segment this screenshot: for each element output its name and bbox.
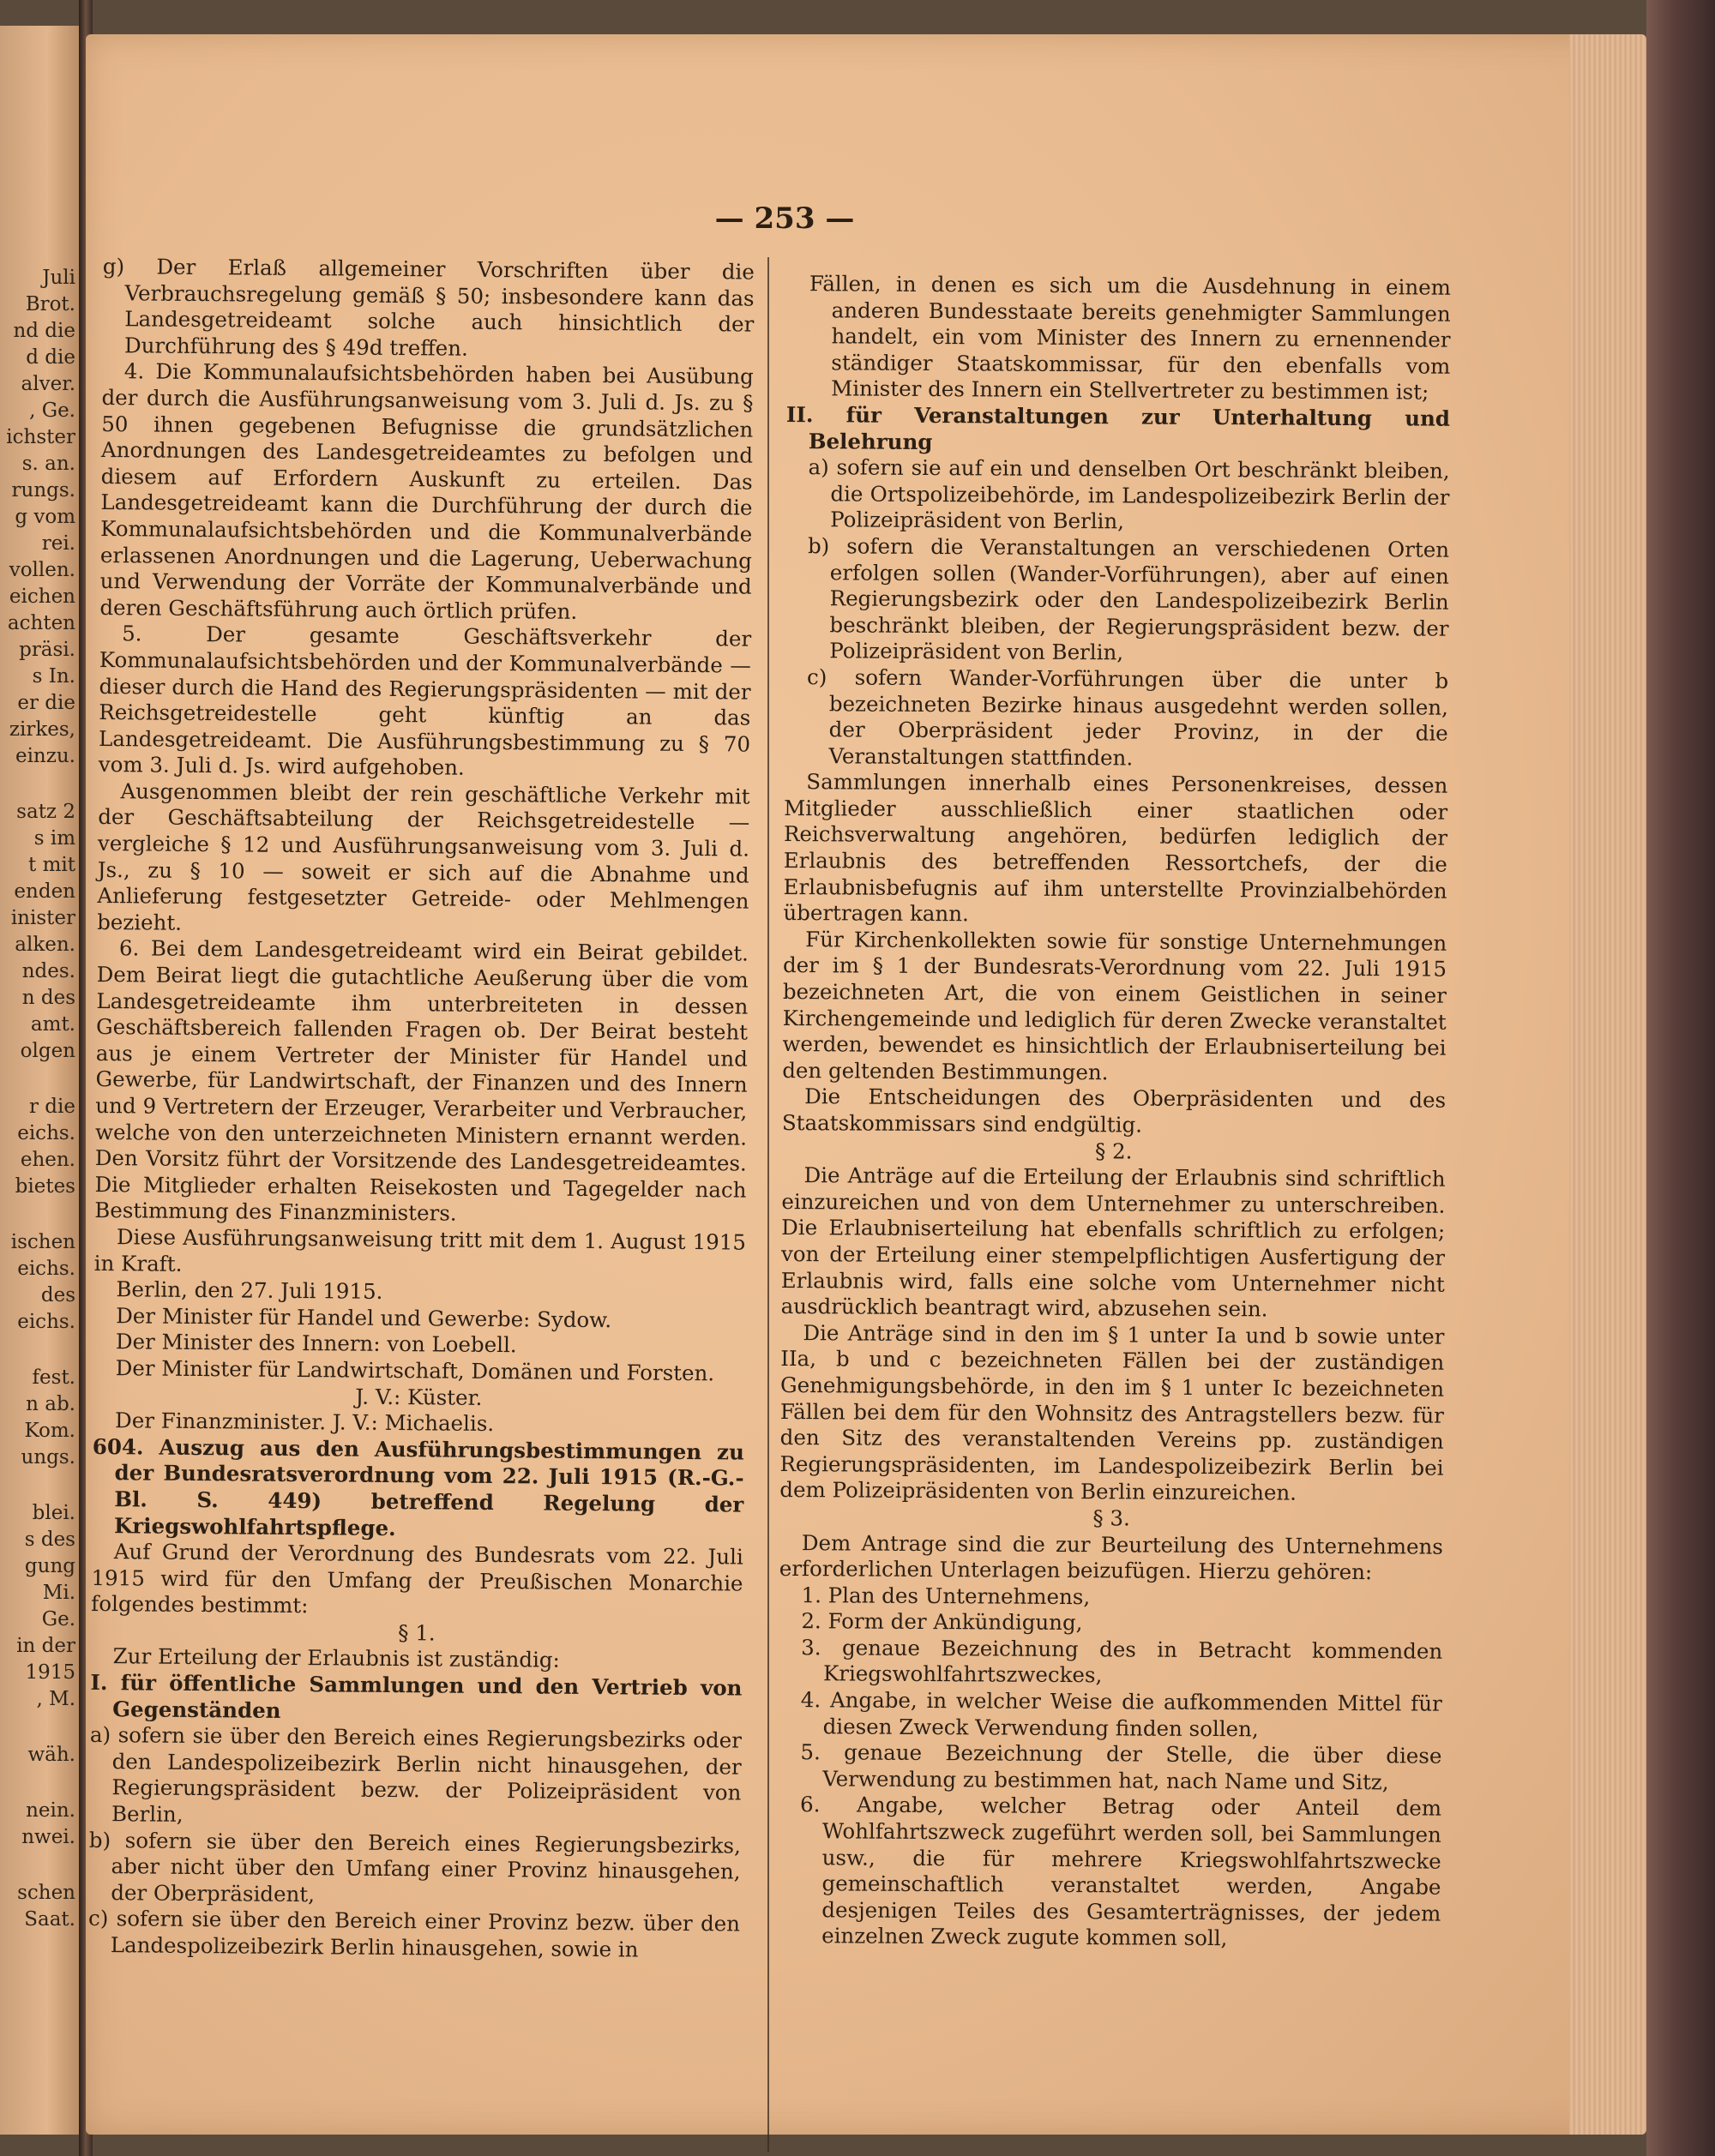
paragraph: Ausgenommen bleibt der rein geschäftliche Verkehr mit der Geschäftsabteilung der Reichsgetreidestelle — vergleiche § 12 und Ausführungsanweisung vom 3. Juli d. Js., zu § 10 — soweit er sich auf die Abnahme und Anlieferung festgesetzter Getreide- oder Mehlmengen bezieht. xyxy=(97,778,750,935)
facing-page-fragment: er die xyxy=(17,692,75,714)
paragraph: Die Anträge auf die Erteilung der Erlaubnis sind schriftlich einzureichen und von dem Unternehmer zu unterschreiben. Die Erlaubniserteilung hat ebenfalls schriftlich zu erfolgen; von der Erteilung einer stempelpflichtigen Ausfertigung der Erlaubnis wird, falls eine solche vom Unternehmer nicht ausdrücklich beantragt wird, abzusehen sein. xyxy=(780,1162,1446,1322)
facing-page-fragment: n des xyxy=(21,987,75,1009)
paragraph: Die Anträge sind in den im § 1 unter Ia und b sowie unter IIa, b und c bezeichneten Fällen bei der zuständigen Genehmigungsbehörde, in den im § 1 unter Ic bezeichneten Fällen bei dem für den Wohnsitz des Antragstellers bezw. für den Sitz des veranstaltenden Vereins pp. zuständigen Regierungspräsidenten, im Landespolizeibezirk Berlin bei dem Polizeipräsidenten von Berlin einzureichen. xyxy=(779,1319,1445,1505)
paragraph: a) sofern sie auf ein und denselben Ort beschränkt bleiben, die Ortspolizeibehörde, im Landespolizeibezirk Berlin der Polizeipräsident von Berlin, xyxy=(808,454,1450,534)
facing-page-fragment: in der xyxy=(16,1635,75,1657)
facing-page-fragment: eichen xyxy=(9,586,75,608)
facing-page-fragment: einzu. xyxy=(15,745,75,767)
facing-page-fragment: t mit xyxy=(28,854,75,876)
facing-page-fragment: präsi. xyxy=(19,639,75,661)
facing-page-fragment: s. an. xyxy=(21,453,75,475)
paragraph: 4. Angabe, in welcher Weise die aufkommenden Mittel für diesen Zweck Verwendung finden sollen, xyxy=(800,1687,1442,1742)
paragraph: 5. Der gesamte Geschäftsverkehr der Kommunalaufsichtsbehörden und der Kommunalverbände — dieser durch die Hand des Regierungspräsidenten — mit der Reichsgetreidestelle geht künftig an das Landesgetreideamt. Die Ausführungsbestimmung zu § 70 vom 3. Juli d. Js. wird aufgehoben. xyxy=(98,621,752,780)
paragraph: b) sofern die Veranstaltungen an verschiedenen Orten erfolgen sollen (Wander-Vorführungen), aber auf einen Regierungsbezirk oder den Landespolizeibezirk Berlin beschränkt bleiben, der Regierungspräsident bezw. der Polizeipräsident von Berlin, xyxy=(807,533,1450,665)
facing-page-fragment: g vom xyxy=(15,506,75,528)
paragraph: 6. Angabe, welcher Betrag oder Anteil dem Wohlfahrtszweck zugeführt werden soll, bei Sammlungen usw., die für mehrere Kriegswohlfahrtszwecke gemeinschaftlich veranstaltet werden, Angabe desjenigen Teiles des Gesamterträgnisses, der jedem einzelnen Zweck zugute kommen soll, xyxy=(799,1792,1442,1951)
facing-page-fragment: ndes. xyxy=(21,960,75,982)
facing-page-fragment: nd die xyxy=(13,320,75,342)
paragraph: Dem Antrage sind die zur Beurteilung des Unternehmens erforderlichen Unterlagen beizufügen. Hierzu gehören: xyxy=(779,1529,1444,1585)
paragraph: Für Kirchenkollekten sowie für sonstige Unternehmungen der im § 1 der Bundesrats-Verordnung vom 22. Juli 1915 bezeichneten Art, die von einem Geistlichen in seiner Kirchengemeinde und lediglich für deren Zwecke veranstaltet werden, bewendet es hinsichtlich der Erlaubniserteilung bei den geltenden Bestimmungen. xyxy=(782,926,1447,1085)
facing-page-fragment: eichs. xyxy=(17,1122,75,1144)
facing-page-fragment: rei. xyxy=(41,532,75,555)
facing-page-fragment: satz 2 xyxy=(16,801,75,823)
facing-page-fragment: zirkes, xyxy=(9,718,75,741)
facing-page-fragment: ichster xyxy=(6,426,75,448)
facing-page-fragment: n ab. xyxy=(26,1393,75,1415)
paragraph: I. für öffentliche Sammlungen und den Vertrieb von Gegenständen xyxy=(90,1669,743,1723)
page-stack-edge xyxy=(1569,34,1646,2135)
facing-page-fragment: inister xyxy=(10,907,75,929)
paragraph: 5. genaue Bezeichnung der Stelle, die über diese Verwendung zu bestimmen hat, nach Name und Sitz, xyxy=(800,1739,1442,1795)
paragraph: Berlin, den 27. Juli 1915. xyxy=(116,1276,383,1305)
paragraph: 1. Plan des Unternehmens, xyxy=(801,1582,1091,1609)
facing-page-fragment: Saat. xyxy=(24,1908,75,1931)
paragraph: Diese Ausführungsanweisung tritt mit dem 1. August 1915 in Kraft. xyxy=(93,1224,747,1276)
paragraph: 3. genaue Bezeichnung des in Betracht kommenden Kriegswohlfahrtszweckes, xyxy=(801,1635,1443,1688)
facing-page-fragment: blei. xyxy=(32,1502,75,1524)
facing-page-fragment: vollen. xyxy=(9,559,75,581)
facing-page-fragment: Brot. xyxy=(25,293,75,315)
facing-page-fragment: , Ge. xyxy=(29,399,75,422)
facing-page-fragment: s im xyxy=(33,827,75,850)
facing-page-fragment: alver. xyxy=(21,373,75,395)
paragraph: 604. Auszug aus den Ausführungsbestimmungen zu der Bundesratsverordnung vom 22. Juli 1915 (R.-G.-Bl. S. 449) betreffend Regelung der Kriegswohlfahrtspflege. xyxy=(92,1433,744,1540)
facing-page-edge xyxy=(0,26,79,2135)
paragraph: Sammlungen innerhalb eines Personenkreises, dessen Mitglieder ausschließlich einer staatlichen oder Reichsverwaltung angehören, bedürfen lediglich der Erlaubnis des betreffenden Ressortchefs, der die Erlaubnisbefugnis auf ihm unterstellte Provinzialbehörden übertragen kann. xyxy=(783,769,1448,927)
facing-page-fragment: 1915 xyxy=(25,1661,75,1684)
facing-page-fragment: , M. xyxy=(36,1688,75,1710)
paragraph: § 2. xyxy=(1094,1138,1133,1164)
facing-page-fragment: nwei. xyxy=(21,1826,75,1848)
facing-page-fragment: olgen xyxy=(20,1040,75,1062)
column-divider xyxy=(767,257,769,2152)
page-number: — 253 — xyxy=(714,201,855,236)
facing-page-fragment: ischen xyxy=(10,1231,75,1253)
paragraph: Der Minister für Handel und Gewerbe: Sydow. xyxy=(116,1302,612,1332)
facing-page-fragment: schen xyxy=(17,1882,75,1904)
facing-page-fragment: Mi. xyxy=(42,1582,75,1604)
facing-page-fragment: d die xyxy=(26,346,75,369)
paragraph: g) Der Erlaß allgemeiner Vorschriften über die Verbrauchsregelung gemäß § 50; insbesondere kann das Landesgetreideamt solche auch hinsichtlich der Durchführung des § 49d treffen. xyxy=(102,254,755,361)
paragraph: 4. Die Kommunalaufsichtsbehörden haben bei Ausübung der durch die Ausführungsanweisung vom 3. Juli d. Js. zu § 50 ihnen gegebenen Befugnisse die grundsätzlichen Anordnungen des Landesgetreideamtes zu befolgen und diesem auf Erfordern Auskunft zu erteilen. Das Landesgetreideamt kann die Durchführung der durch die Kommunalaufsichtsbehörden und die Kommunalverbände erlassenen Anordnungen und die Lagerung, Ueberwachung und Verwendung der Vorräte der Kommunalverbände und deren Geschäftsführung auch örtlich prüfen. xyxy=(99,358,754,624)
paragraph: § 1. xyxy=(398,1619,436,1646)
right-column xyxy=(777,271,1451,1954)
paragraph: Der Finanzminister. J. V.: Michaelis. xyxy=(114,1408,495,1437)
facing-page-fragment: wäh. xyxy=(27,1744,75,1766)
paragraph: 2. Form der Ankündigung, xyxy=(801,1608,1083,1636)
facing-page-fragment: s In. xyxy=(32,665,75,688)
facing-page-fragment: Ge. xyxy=(41,1608,75,1631)
paragraph: 6. Bei dem Landesgetreideamt wird ein Beirat gebildet. Dem Beirat liegt die gutachtliche Aeußerung über die vom Landesgetreideamte ihm unterbreiteten in dessen Geschäftsbereich fallenden Fragen ob. Der Beirat besteht aus je einem Vertreter der Minister für Handel und Gewerbe, für Landwirtschaft, der Finanzen und des Innern und 9 Vertretern der Erzeuger, Verarbeiter und Verbraucher, welche von den unterzeichneten Ministern ernannt werden. Den Vorsitz führt der Vorsitzende des Landesgetreideamtes. Die Mitglieder erhalten Reisekosten und Tagegelder nach Bestimmung des Finanzministers. xyxy=(94,935,749,1227)
paragraph: Der Minister für Landwirtschaft, Domänen und Forsten. xyxy=(115,1355,715,1386)
book-cover-edge xyxy=(1646,0,1715,2156)
facing-page-fragment: s des xyxy=(24,1528,75,1551)
facing-page-fragment: eichs. xyxy=(17,1311,75,1333)
facing-page-fragment: gung xyxy=(24,1555,75,1577)
paragraph: a) sofern sie über den Bereich eines Regierungsbezirks oder den Landespolizeibezirk Berlin nicht hinausgehen, der Regierungspräsident bezw. der Polizeipräsident von Berlin, xyxy=(89,1722,743,1827)
facing-page-fragment: Kom. xyxy=(24,1420,75,1442)
paragraph: § 3. xyxy=(1092,1505,1130,1531)
paragraph: b) sofern sie über den Bereich eines Regierungsbezirks, aber nicht über den Umfang einer Provinz hinausgehen, der Oberpräsident, xyxy=(88,1827,741,1907)
paragraph: Der Minister des Innern: von Loebell. xyxy=(115,1329,517,1358)
paragraph: J. V.: Küster. xyxy=(355,1384,483,1410)
paragraph: Fällen, in denen es sich um die Ausdehnung in einem anderen Bundesstaate bereits genehmigter Sammlungen handelt, ein vom Minister des Innern zu ernennender ständiger Staatskommissar, für den ebenfalls vom Minister des Innern ein Stellvertreter zu bestimmen ist; xyxy=(809,271,1451,405)
facing-page-fragment: r die xyxy=(29,1096,75,1118)
facing-page-fragment: rungs. xyxy=(11,479,75,501)
paragraph: Die Entscheidungen des Oberpräsidenten und des Staatskommissars sind endgültig. xyxy=(781,1084,1447,1138)
paragraph: II. für Veranstaltungen zur Unterhaltung und Belehrung xyxy=(785,401,1451,454)
paragraph: c) sofern sie über den Bereich einer Provinz bezw. über den Landespolizeibezirk Berlin hinausgehen, sowie in xyxy=(87,1906,741,1962)
facing-page-fragment: fest. xyxy=(32,1366,75,1389)
facing-page-fragment: achten xyxy=(7,612,75,634)
facing-page-fragment: enden xyxy=(14,880,75,903)
facing-page-fragment: des xyxy=(40,1284,75,1306)
facing-page-fragment: amt. xyxy=(30,1013,75,1036)
paragraph: Auf Grund der Verordnung des Bundesrats vom 22. Juli 1915 wird für den Umfang der Preußischen Monarchie folgendes bestimmt: xyxy=(91,1539,743,1619)
left-column xyxy=(88,254,755,1964)
facing-page-fragment: ungs. xyxy=(21,1446,75,1468)
facing-page-fragment: alken. xyxy=(15,934,75,956)
facing-page-fragment: eichs. xyxy=(17,1258,75,1280)
facing-page-fragment: nein. xyxy=(26,1799,75,1822)
facing-page-fragment: ehen. xyxy=(20,1149,75,1171)
paragraph: c) sofern Wander-Vorführungen über die unter b bezeichneten Bezirke hinaus ausgedehnt werden sollen, der Oberpräsident jeder Provinz, in der die Veranstaltungen stattfinden. xyxy=(807,664,1449,771)
facing-page-fragment: bietes xyxy=(15,1175,75,1198)
facing-page-fragment: Juli xyxy=(42,267,75,289)
paragraph: Zur Erteilung der Erlaubnis ist zuständig: xyxy=(112,1643,560,1673)
